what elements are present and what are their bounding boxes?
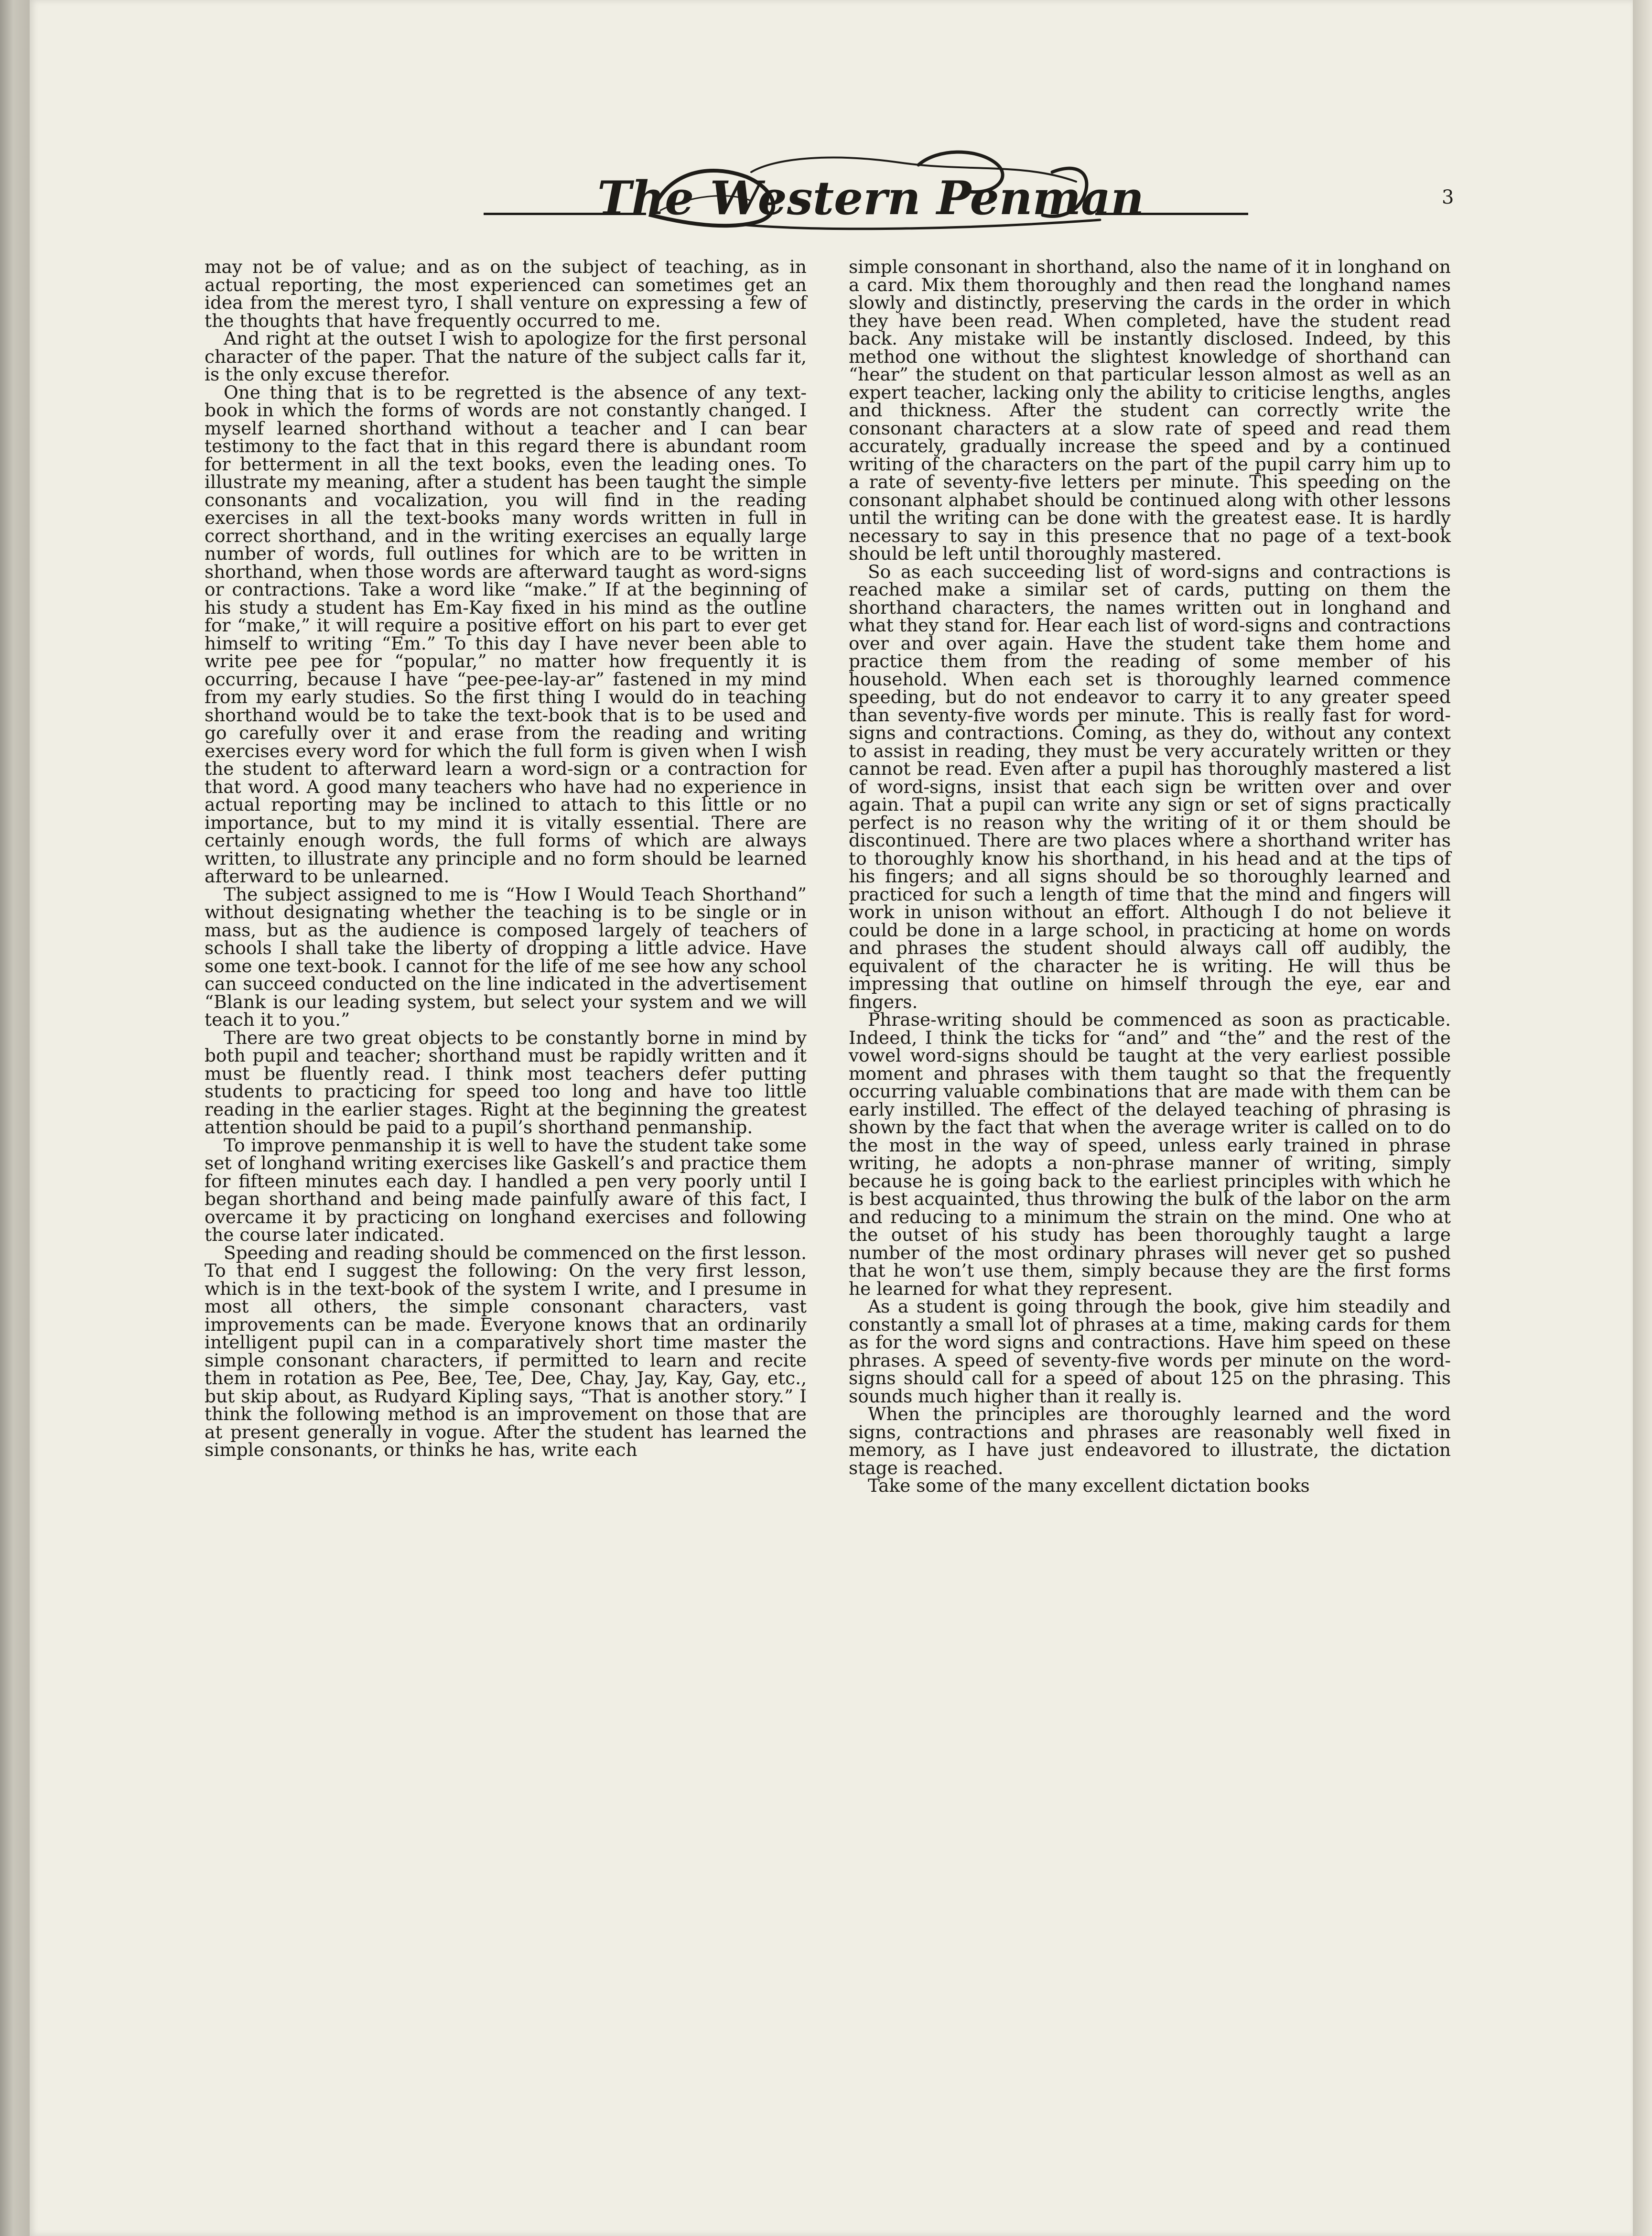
paragraph: There are two great objects to be constantly borne in mind by both pupil and teacher; shorthand must be rapidly written and it must be fluently read. I think most teachers defer putting students to practicing for speed too long and have too little reading in the earlier stages. Right at the beginning the greatest attention should be paid to a pupil’s shorthand penmanship. [205, 1027, 807, 1138]
paragraph: Phrase-writing should be commenced as soon as practicable. Indeed, I think the ticks for “and” and “the” and the rest of the vowel word-signs should be taught at the very earliest possible moment and phrases with them taught so that the frequently occurring valuable combinations that are made with them can be early instilled. The effect of the delayed teaching of phrasing is shown by the fact that when the average writer is called on to do the most in the way of speed, unless early trained in phrase writing, he adopts a non-phrase manner of writing, simply because he is going back to the earliest principles with which he is best acquainted, thus throwing the bulk of the labor on the arm and reducing to a minimum the strain on the mind. One who at the outset of his study has been thoroughly taught a large number of the most ordinary phrases will never get so pushed that he won’t use them, simply because they are the first forms he learned for what they represent. [849, 1009, 1451, 1299]
paragraph: And right at the outset I wish to apologize for the first personal character of the paper. That the nature of the subject calls far it, is the only excuse therefor. [205, 328, 807, 385]
paragraph: When the principles are thoroughly learned and the word signs, contractions and phrases are reasonably well fixed in memory, as I have just endeavored to illustrate, the dictation stage is reached. [849, 1403, 1451, 1478]
left-column [205, 258, 807, 1459]
paragraph: As a student is going through the book, give him steadily and constantly a small lot of phrases at a time, making cards for them as for the word signs and contractions. Have him speed on these phrases. A speed of seventy-five words per minute on the word-signs should call for a speed of about 125 on the phrasing. This sounds much higher than it really is. [849, 1296, 1451, 1407]
magazine-page [30, 0, 1633, 2236]
masthead [30, 143, 1633, 244]
book-spine [0, 0, 30, 2236]
paragraph: So as each succeeding list of word-signs and contractions is reached make a similar set of cards, putting on them the shorthand characters, the names written out in longhand and what they stand for. Hear each list of word-signs and contractions over and over again. Have the student take them home and practice them from the reading of some member of his household. When each set is thoroughly learned commence speeding, but do not endeavor to carry it to any greater speed than seventy-five words per minute. This is really fast for word-signs and contractions. Coming, as they do, without any context to assist in reading, they must be very accurately written or they cannot be read. Even after a pupil has thoroughly mastered a list of word-signs, insist that each sign be written over and over again. That a pupil can write any sign or set of signs practically perfect is no reason why the writing of it or them should be discontinued. There are two places where a shorthand writer has to thoroughly know his shorthand, in his head and at the tips of his fingers; and all signs should be so thoroughly learned and practiced for such a length of time that the mind and fingers will work in unison without an effort. Although I do not believe it could be done in a large school, in practicing at home on words and phrases the student should always call off audibly, the equivalent of the character he is writing. He will thus be impressing that outline on himself through the eye, ear and fingers. [849, 561, 1451, 1012]
paragraph: Take some of the many excellent dictation books [868, 1475, 1310, 1496]
paragraph: The subject assigned to me is “How I Would Teach Shorthand” without designating whether the teaching is to be single or in mass, but as the audience is composed largely of teachers of schools I shall take the liberty of dropping a little advice. Have some one text-book. I cannot for the life of me see how any school can succeed conducted on the line indicated in the advertisement “Blank is our leading system, but select your system and we will teach it to you.” [205, 883, 807, 1030]
masthead-logo [597, 143, 1145, 239]
right-column [849, 258, 1451, 1495]
masthead-title: The Western Penman [597, 171, 1145, 225]
paragraph: may not be of value; and as on the subject of teaching, as in actual reporting, the most experienced can sometimes get an idea from the merest tyro, I shall venture on expressing a few of the thoughts that have frequently occurred to me. [205, 256, 807, 331]
paragraph: Speeding and reading should be commenced on the first lesson. To that end I suggest the following: On the very first lesson, which is in the text-book of the system I write, and I presume in most all others, the simple consonant characters, vast improvements can be made. Everyone knows that an ordinarily intelligent pupil can in a comparatively short time master the simple consonant characters, if permitted to learn and recite them in rotation as Pee, Bee, Tee, Dee, Chay, Jay, Kay, Gay, etc., but skip about, as Rudyard Kipling says, “That is another story.” I think the following method is an improvement on those that are at present generally in vogue. After the student has learned the simple consonants, or thinks he has, write each [205, 1242, 807, 1460]
paragraph: One thing that is to be regretted is the absence of any text-book in which the forms of words are not constantly changed. I myself learned shorthand without a teacher and I can bear testimony to the fact that in this regard there is abundant room for betterment in all the text books, even the leading ones. To illustrate my meaning, after a student has been taught the simple consonants and vocalization, you will find in the reading exercises in all the text-books many words written in full in correct shorthand, and in the writing exercises an equally large number of words, full outlines for which are to be written in shorthand, when those words are afterward taught as word-signs or contractions. Take a word like “make.” If at the beginning of his study a student has Em-Kay fixed in his mind as the outline for “make,” it will require a positive effort on his part to ever get himself to writing “Em.” To this day I have never been able to write pee pee for “popular,” no matter how frequently it is occurring, because I have “pee-pee-lay-ar” fastened in my mind from my early studies. So the first thing I would do in teaching shorthand would be to take the text-book that is to be used and go carefully over it and erase from the reading and writing exercises every word for which the full form is given when I wish the student to afterward learn a word-sign or a contraction for that word. A good many teachers who have had no experience in actual reporting may be inclined to attach to this little or no importance, but to my mind it is vitally essential. There are certainly enough words, the full forms of which are always written, to illustrate any principle and no form should be learned afterward to be unlearned. [205, 381, 807, 887]
page-number: 3 [1442, 186, 1454, 208]
paragraph: To improve penmanship it is well to have the student take some set of longhand writing exercises like Gaskell’s and practice them for fifteen minutes each day. I handled a pen very poorly until I began shorthand and being made painfully aware of this fact, I overcame it by practicing on longhand exercises and following the course later indicated. [205, 1134, 807, 1245]
page-edge [1633, 0, 1652, 2236]
paragraph: simple consonant in shorthand, also the name of it in longhand on a card. Mix them thoroughly and then read the longhand names slowly and distinctly, preserving the cards in the order in which they have been read. When completed, have the student read back. Any mistake will be instantly disclosed. Indeed, by this method one without the slightest knowledge of shorthand can “hear” the student on that particular lesson almost as well as an expert teacher, lacking only the ability to criticise lengths, angles and thickness. After the student can correctly write the consonant characters at a slow rate of speed and read them accurately, gradually increase the speed and by a continued writing of the characters on the part of the pupil carry him up to a rate of seventy-five letters per minute. This speeding on the consonant alphabet should be continued along with other lessons until the writing can be done with the greatest ease. It is hardly necessary to say in this presence that no page of a text-book should be left until thoroughly mastered. [849, 256, 1451, 564]
